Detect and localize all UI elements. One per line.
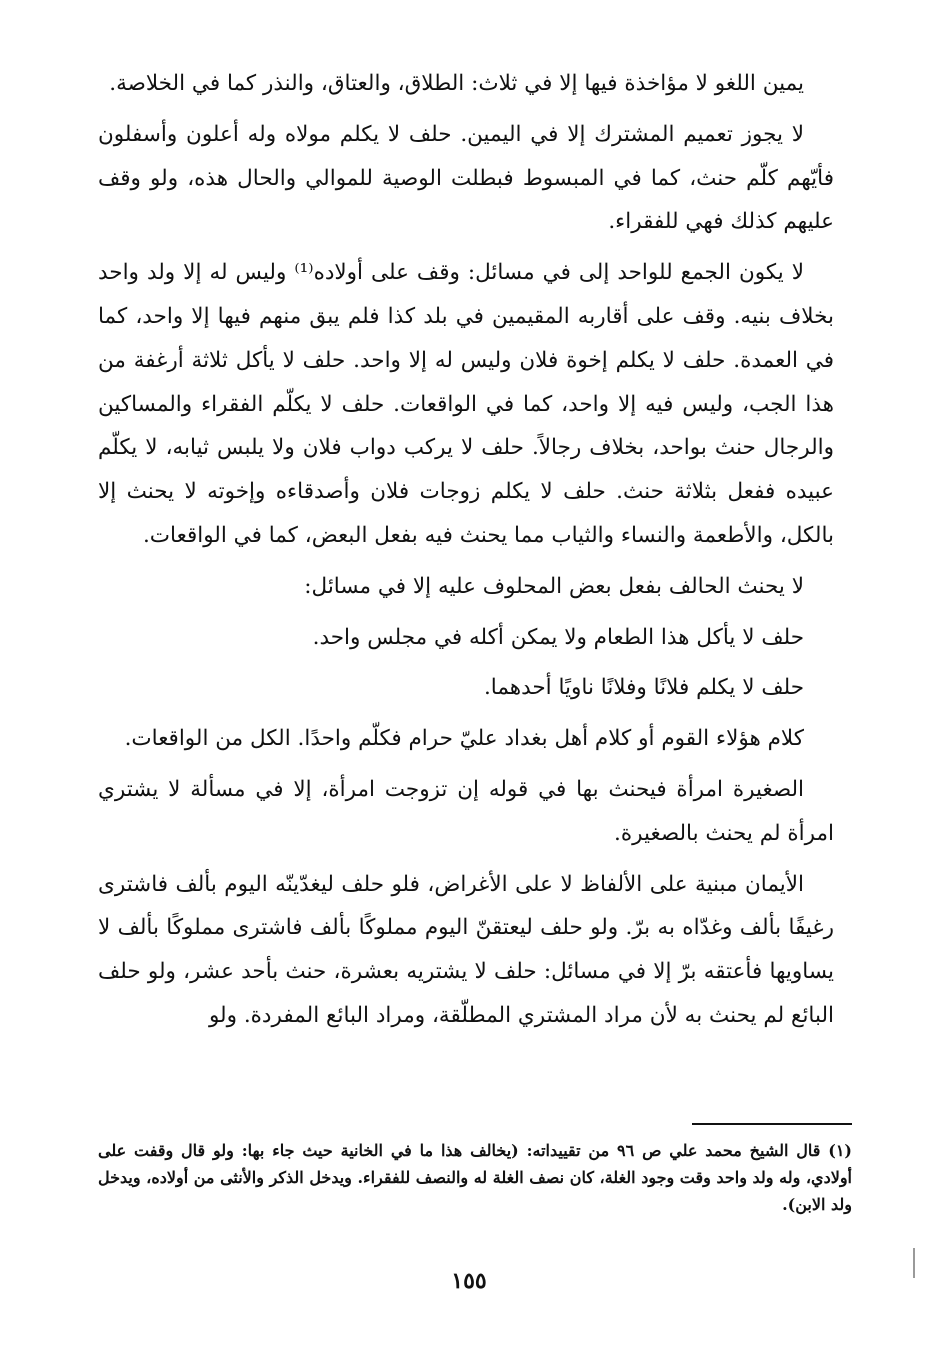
footnote-text: (١) قال الشيخ محمد علي ص ٩٦ من تقييداته: (يخالف هذا ما في الخانية حيث جاء بها: ولو قال وقفت على أولادي، وله ولد واحد وقت وجود الغلة، كان نصف الغلة له والنصف للفقراء. ويدخل الذكر والأنثى من أولاده، ويدخل ولد الابن).	[98, 1141, 852, 1214]
paragraph-young-woman: الصغيرة امرأة فيحنث بها في قوله إن تزوجت امرأة، إلا في مسألة لا يشتري امرأة لم يحنث بالصغيرة.	[98, 776, 834, 846]
paragraph-people-speech: كلام هؤلاء القوم أو كلام أهل بغداد عليّ حرام فكلّم واحدًا. الكل من الواقعات.	[124, 726, 804, 752]
scan-edge-mark	[913, 1248, 915, 1278]
main-text	[98, 62, 834, 1045]
footnote	[98, 1137, 852, 1218]
footnote-separator	[692, 1123, 852, 1125]
paragraph-case-speak: حلف لا يكلم فلانًا وفلانًا ناويًا أحدهما.	[483, 675, 804, 701]
paragraph-oaths-words: الأيمان مبنية على الألفاظ لا على الأغراض، فلو حلف ليغدّينّه اليوم بألف فاشترى رغيفًا بألف وغدّاه به برّ. ولو حلف ليعتقنّ اليوم مملوكًا بألف فاشترى مملوكًا بألف لا يساويها فأعتقه برّ إلا في مسائل: حلف لا يشتريه بعشرة، حنث بأحد عشر، ولو حلف البائع لم يحنث به لأن مراد المشتري المطلّقة، ومراد البائع المفردة. ولو	[98, 871, 834, 1028]
paragraph-common-term: لا يجوز تعميم المشترك إلا في اليمين. حلف لا يكلم مولاه وله أعلون وأسفلون فأيّهم كلّم حنث، كما في المبسوط فبطلت الوصية للموالي والحال هذه، ولو وقف عليهم كذلك فهي للفقراء.	[98, 121, 834, 235]
page-number: ١٥٥	[451, 1268, 487, 1294]
paragraph-plural-for-one: لا يكون الجمع للواحد إلى في مسائل: وقف على أولاده⁽¹⁾ وليس له إلا ولد واحد بخلاف بنيه. وقف على أقاربه المقيمين في بلد كذا فلم يبق منهم فيها إلا واحد، كما في العمدة. حلف لا يكلم إخوة فلان وليس له إلا واحد. حلف لا يأكل ثلاثة أرغفة من هذا الجب، وليس فيه إلا واحد، كما في الواقعات. حلف لا يكلّم الفقراء والمساكين والرجال حنث بواحد، بخلاف رجالاً. حلف لا يركب دواب فلان ولا يلبس ثيابه، لا يكلّم عبيده ففعل بثلاثة حنث. حلف لا يكلم زوجات فلان وأصدقاءه وإخوته لا يحنث إلا بالكل، والأطعمة والنساء والثياب مما يحنث فيه بفعل البعض، كما في الواقعات.	[98, 260, 834, 548]
paragraph-partial-act: لا يحنث الحالف بفعل بعض المحلوف عليه إلا في مسائل:	[304, 573, 804, 599]
paragraph-case-food: حلف لا يأكل هذا الطعام ولا يمكن أكله في مجلس واحد.	[312, 624, 804, 650]
paragraph-oath-laghw: يمين اللغو لا مؤاخذة فيها إلا في ثلاث: الطلاق، والعتاق، والنذر كما في الخلاصة.	[109, 71, 804, 96]
